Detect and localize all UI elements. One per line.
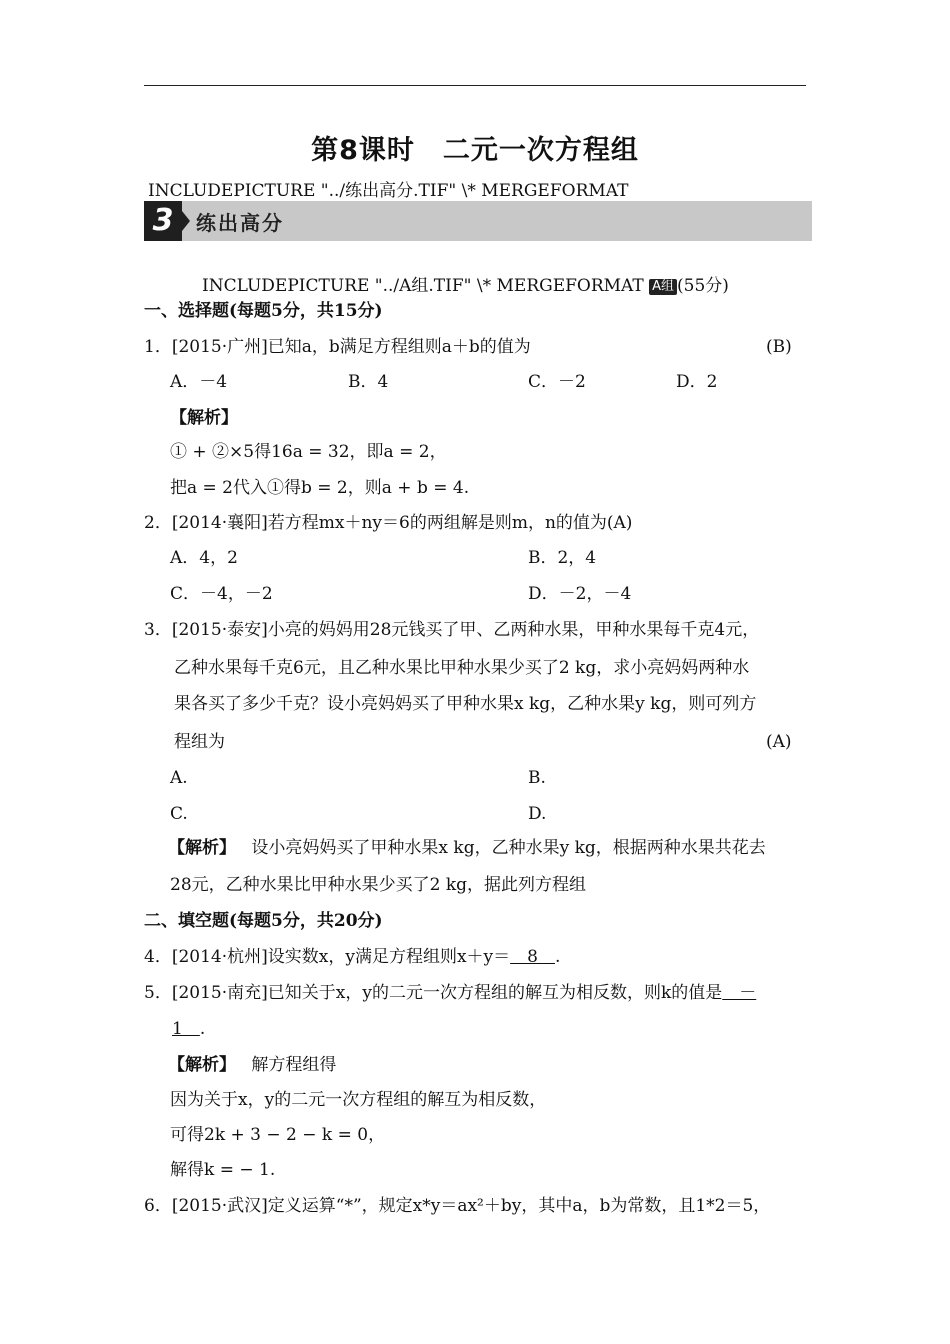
option-d: D．2 bbox=[676, 372, 718, 392]
analysis-line: 解方程组得 bbox=[251, 1055, 337, 1075]
section-heading-fill: 二、填空题(每题5分，共20分) bbox=[144, 911, 383, 931]
include-field-2: INCLUDEPICTURE "../A组.TIF" \* MERGEFORMAT bbox=[202, 276, 644, 296]
analysis-line: 解得k = − 1. bbox=[170, 1160, 276, 1180]
analysis-line: 把a = 2代入①得b = 2，则a + b = 4. bbox=[170, 478, 470, 498]
option-b: B．2，4 bbox=[528, 548, 597, 568]
punctuation: . bbox=[199, 1019, 206, 1039]
analysis-block bbox=[168, 836, 766, 860]
option-b: B．4 bbox=[348, 372, 389, 392]
option-a: A．4，2 bbox=[170, 548, 238, 568]
group-badge: A组 bbox=[649, 279, 677, 295]
question-4 bbox=[144, 945, 560, 969]
group-score: (55分) bbox=[677, 276, 729, 296]
question-5-cont bbox=[172, 1017, 205, 1041]
answer-blank: － bbox=[722, 983, 757, 1003]
analysis-block bbox=[168, 1053, 336, 1077]
option-b: B. bbox=[528, 768, 546, 788]
question-3-stem: 程组为 bbox=[174, 732, 225, 752]
section-banner bbox=[144, 201, 812, 241]
question-5-stem: 5．[2015·南充]已知关于x，y的二元一次方程组的解互为相反数，则k的值是 bbox=[144, 983, 723, 1003]
analysis-line: 设小亮妈妈买了甲种水果x kg，乙种水果y kg，根据两种水果共花去 bbox=[251, 838, 766, 858]
option-a: A. bbox=[170, 768, 188, 788]
punctuation: . bbox=[554, 947, 561, 967]
analysis-line: 因为关于x，y的二元一次方程组的解互为相反数， bbox=[170, 1090, 547, 1110]
analysis-label: 【解析】 bbox=[168, 1055, 236, 1075]
option-d: D．－2，－4 bbox=[528, 584, 632, 604]
question-5 bbox=[144, 981, 756, 1005]
analysis-label: 【解析】 bbox=[170, 408, 238, 428]
option-c: C．－4，－2 bbox=[170, 584, 273, 604]
option-d: D. bbox=[528, 804, 547, 824]
page-title: 第8课时 二元一次方程组 bbox=[311, 135, 639, 166]
banner-number: 3 bbox=[144, 201, 182, 241]
question-2-stem: 2．[2014·襄阳]若方程mx＋ny＝6的两组解是则m，n的值为(A) bbox=[144, 513, 633, 533]
question-6-stem: 6．[2015·武汉]定义运算“*”，规定x*y＝ax²＋by，其中a，b为常数，且1*2＝5， bbox=[144, 1196, 771, 1216]
question-3-answer: (A) bbox=[766, 732, 792, 752]
analysis-line: 可得2k + 3 − 2 − k = 0， bbox=[170, 1125, 386, 1145]
group-header bbox=[202, 274, 729, 298]
question-4-stem: 4．[2014·杭州]设实数x，y满足方程组则x＋y＝ bbox=[144, 947, 511, 967]
header-rule bbox=[144, 85, 806, 86]
option-c: C．－2 bbox=[528, 372, 586, 392]
include-field-1: INCLUDEPICTURE "../练出高分.TIF" \* MERGEFORMAT bbox=[148, 181, 629, 201]
option-c: C. bbox=[170, 804, 188, 824]
analysis-line: 28元，乙种水果比甲种水果少买了2 kg，据此列方程组 bbox=[170, 875, 587, 895]
question-3-stem: 乙种水果每千克6元，且乙种水果比甲种水果少买了2 kg，求小亮妈妈两种水 bbox=[174, 658, 750, 678]
answer-blank: 8 bbox=[510, 947, 555, 967]
question-3-stem: 果各买了多少千克？设小亮妈妈买了甲种水果x kg，乙种水果y kg，则可列方 bbox=[174, 694, 757, 714]
question-1-answer: (B) bbox=[766, 337, 792, 357]
option-a: A．－4 bbox=[170, 372, 228, 392]
section-heading-choice: 一、选择题(每题5分，共15分) bbox=[144, 301, 383, 321]
answer-blank: 1 bbox=[172, 1019, 200, 1039]
analysis-line: ① + ②×5得16a = 32，即a = 2， bbox=[170, 442, 447, 462]
banner-label: 练出高分 bbox=[196, 211, 284, 235]
analysis-label: 【解析】 bbox=[168, 838, 236, 858]
question-1-stem: 1．[2015·广州]已知a，b满足方程组则a＋b的值为 bbox=[144, 337, 531, 357]
question-3-stem: 3．[2015·泰安]小亮的妈妈用28元钱买了甲、乙两种水果，甲种水果每千克4元， bbox=[144, 620, 760, 640]
